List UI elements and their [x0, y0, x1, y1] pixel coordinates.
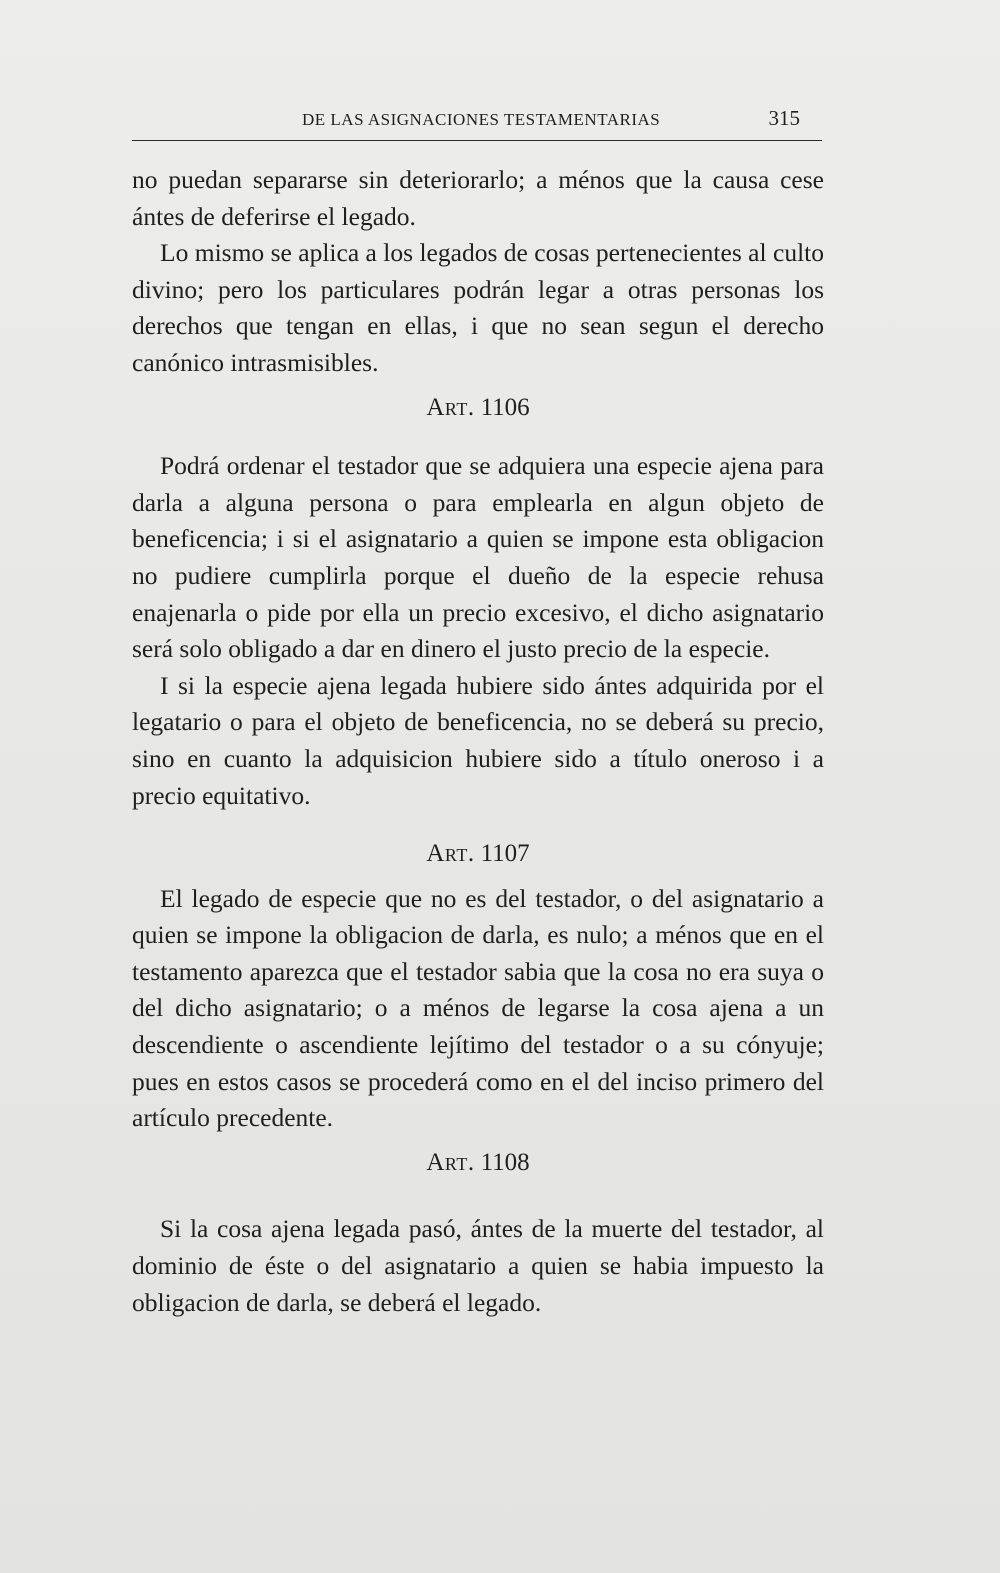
- article-heading-1108: [132, 1145, 824, 1182]
- article-heading-1106: [132, 390, 824, 427]
- article-1108-paragraph-1: Si la cosa ajena legada pasó, ántes de la muerte del testador, al dominio de éste o del asignatario a quien se habia impuesto la obligacion de darla, se deberá el legado.: [132, 1214, 824, 1317]
- article-number: 1108: [480, 1148, 530, 1176]
- article-1106-paragraph-2: I si la especie ajena legada hubiere sido ántes adquirida por el legatario o para el objeto de beneficencia, no se deberá su precio, sino en cuanto la adquisicion hubiere sido a título oneroso i a precio equitativo.: [132, 670, 824, 810]
- article-1107-paragraph-1: El legado de especie que no es del testador, o del asignatario a quien se impone la obligacion de darla, es nulo; a ménos que en el testamento aparezca que el testador sabia que la cosa no era suya o del dicho asignatario; o a ménos de legarse la cosa ajena a un descendiente o ascendiente lejítimo del testador o a su cónyuje; pues en estos casos se procederá como en el del inciso primero del artículo precedente.: [132, 883, 824, 1133]
- paragraph-sacred-items: Lo mismo se aplica a los legados de cosas pertenecientes al culto divino; pero los particulares podrán legar a otras personas los derechos que tengan en ellas, i que no sean segun el derecho canónico intrasmisibles.: [132, 238, 824, 377]
- article-heading-1107: [132, 836, 824, 873]
- article-number: 1106: [480, 393, 530, 421]
- body-text: [132, 162, 824, 1321]
- article-1106-paragraph-1: Podrá ordenar el testador que se adquiera una especie ajena para darla a alguna persona o para emplearla en algun objeto de beneficencia; i si el asignatario a quien se impone esta obligacion no pudiere cumplirla porque el dueño de la especie rehusa enajenarla o pide por ella un precio excesivo, el dicho asignatario será solo obligado a dar en dinero el justo precio de la especie.: [132, 451, 824, 664]
- article-label: Art.: [426, 1148, 475, 1176]
- article-label: Art.: [426, 840, 475, 868]
- paragraph-continuation: no puedan separarse sin deteriorarlo; a ménos que la causa cese ántes de deferirse el legado.: [132, 165, 824, 231]
- page-number: 315: [768, 106, 800, 130]
- running-title: DE LAS ASIGNACIONES TESTAMENTARIAS: [302, 110, 661, 129]
- page-header: [132, 104, 822, 134]
- article-label: Art.: [426, 393, 475, 421]
- header-rule: [132, 140, 822, 141]
- article-number: 1107: [480, 840, 530, 868]
